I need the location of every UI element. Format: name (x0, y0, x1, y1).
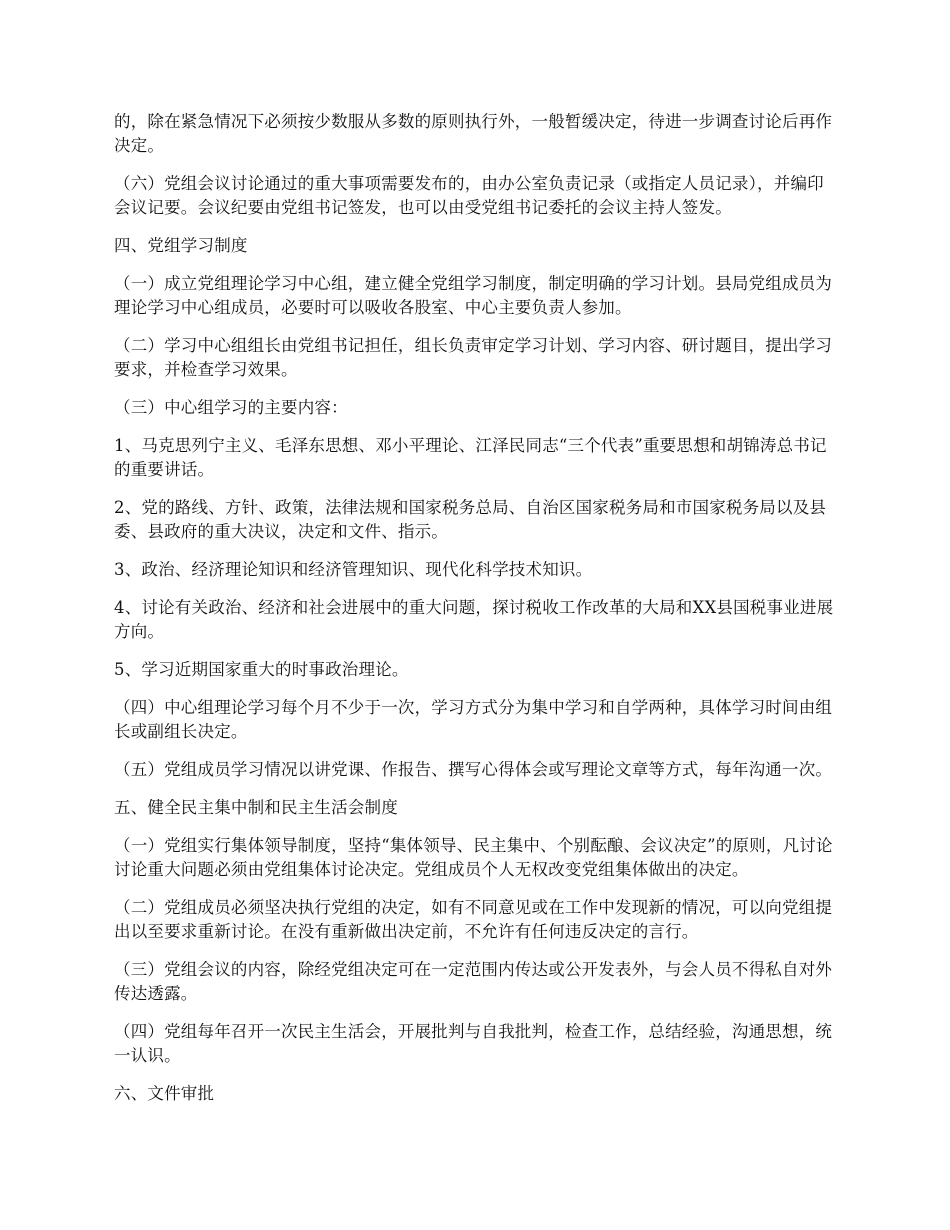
section-heading-document-approval: 六、文件审批 (114, 1084, 215, 1103)
paragraph-content-5: 5、学习近期国家重大的时事政治理论。 (114, 660, 409, 679)
paragraph-democracy-item-1: （一）党组实行集体领导制度，坚持“集体领导、民主集中、个别酝酿、会议决定”的原则，凡讨论讨论重大问题必须由党组集体讨论决定。党组成员个人无权改变党组集体做出的决定。 (114, 836, 833, 879)
paragraph-content-2: 2、党的路线、方针、政策，法律法规和国家税务总局、自治区国家税务局和市国家税务局以及县委、县政府的重大决议，决定和文件、指示。 (114, 498, 827, 541)
paragraph-study-item-1: （一）成立党组理论学习中心组，建立健全党组学习制度，制定明确的学习计划。县局党组成员为理论学习中心组成员，必要时可以吸收各股室、中心主要负责人参加。 (114, 274, 833, 317)
paragraph-study-item-3: （三）中心组学习的主要内容： (114, 398, 348, 417)
paragraph-democracy-item-3: （三）党组会议的内容，除经党组决定可在一定范围内传达或公开发表外，与会人员不得私自对外传达透露。 (114, 960, 833, 1003)
paragraph-study-item-4: （四）中心组理论学习每个月不少于一次，学习方式分为集中学习和自学两种，具体学习时间由组长或副组长决定。 (114, 698, 833, 741)
paragraph-study-item-2: （二）学习中心组组长由党组书记担任，组长负责审定学习计划、学习内容、研讨题目，提出学习要求，并检查学习效果。 (114, 336, 833, 379)
section-heading-democratic-centralism: 五、健全民主集中制和民主生活会制度 (114, 798, 398, 817)
paragraph-content-1: 1、马克思列宁主义、毛泽东思想、邓小平理论、江泽民同志“三个代表”重要思想和胡锦涛总书记的重要讲话。 (114, 436, 827, 479)
paragraph-content-3: 3、政治、经济理论知识和经济管理知识、现代化科学技术知识。 (114, 560, 593, 579)
paragraph-democracy-item-2: （二）党组成员必须坚决执行党组的决定，如有不同意见或在工作中发现新的情况，可以向党组提出以至要求重新讨论。在没有重新做出决定前，不允许有任何违反决定的言行。 (114, 898, 833, 941)
section-heading-study-system: 四、党组学习制度 (114, 236, 248, 255)
paragraph-study-item-5: （五）党组成员学习情况以讲党课、作报告、撰写心得体会或写理论文章等方式，每年沟通一次。 (114, 760, 833, 779)
document-body (114, 110, 840, 1120)
paragraph-democracy-item-4: （四）党组每年召开一次民主生活会，开展批判与自我批判，检查工作，总结经验，沟通思想，统一认识。 (114, 1022, 833, 1065)
paragraph-item-6-meeting-records: （六）党组会议讨论通过的重大事项需要发布的，由办公室负责记录（或指定人员记录），并编印会议记要。会议纪要由党组书记签发，也可以由受党组书记委托的会议主持人签发。 (114, 174, 824, 217)
paragraph-content-4: 4、讨论有关政治、经济和社会进展中的重大问题，探讨税收工作改革的大局和XX县国税事业进展方向。 (114, 598, 834, 641)
paragraph-continuation: 的，除在紧急情况下必须按少数服从多数的原则执行外，一般暂缓决定，待进一步调查讨论后再作决定。 (114, 112, 833, 155)
